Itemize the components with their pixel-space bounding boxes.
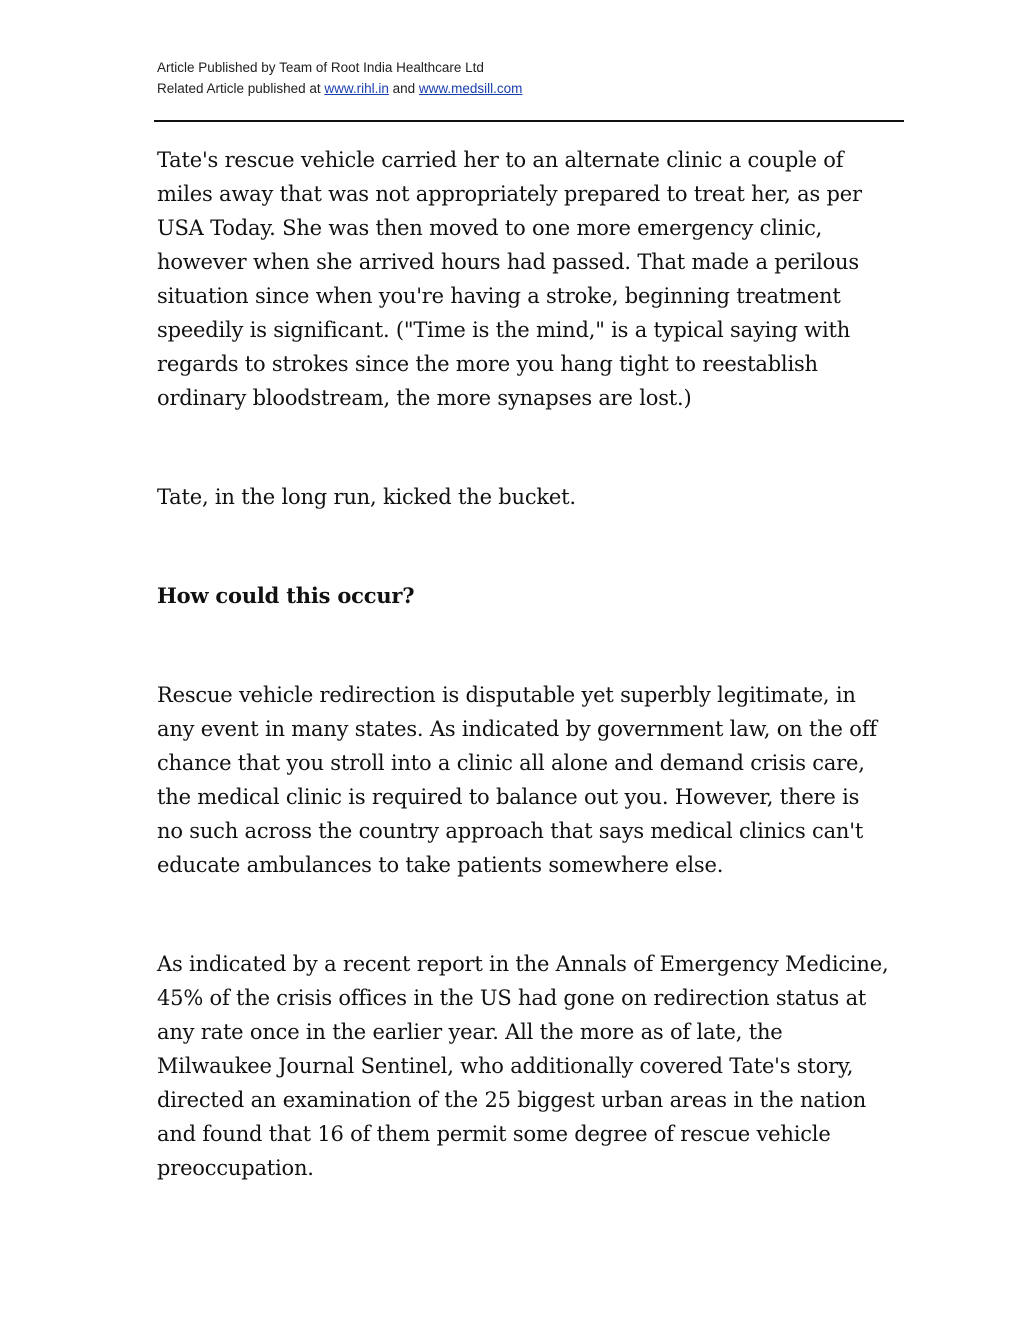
related-article-line xyxy=(157,78,904,99)
related-and: and xyxy=(388,81,419,96)
paragraph-4: As indicated by a recent report in the Annals of Emergency Medicine, 45% of the crisis offices in the US had gone on redirection status at any rate once in the earlier year. All the more as of late, the Milwaukee Journal Sentinel, who additionally covered Tate's story, directed an examination of the 25 biggest urban areas in the nation and found that 16 of them permit some degree of rescue vehicle preoccupation. xyxy=(157,952,889,1180)
paragraph-gap xyxy=(157,882,917,947)
paragraph-gap xyxy=(157,514,917,579)
medsill-link[interactable]: www.medsill.com xyxy=(418,81,523,96)
rihl-link[interactable]: www.rihl.in xyxy=(324,81,389,96)
header-divider xyxy=(154,120,904,122)
related-prefix: Related Article published at xyxy=(157,81,325,96)
publisher-line: Article Published by Team of Root India Healthcare Ltd xyxy=(157,60,484,75)
paragraph-1: Tate's rescue vehicle carried her to an alternate clinic a couple of miles away that was not appropriately prepared to treat her, as per USA Today. She was then moved to one more emergency clinic, however when she arrived hours had passed. That made a perilous situation since when you're having a stroke, beginning treatment speedily is significant. ("Time is the mind," is a typical saying with regards to strokes since the more you hang tight to reestablish ordinary bloodstream, the more synapses are lost.) xyxy=(157,148,862,410)
paragraph-3: Rescue vehicle redirection is disputable yet superbly legitimate, in any event in many states. As indicated by government law, on the off chance that you stroll into a clinic all alone and demand crisis care, the medical clinic is required to balance out you. However, there is no such across the country approach that says medical clinics can't educate ambulances to take patients somewhere else. xyxy=(157,683,877,877)
paragraph-gap xyxy=(157,613,917,678)
page-header xyxy=(157,57,904,99)
paragraph-2: Tate, in the long run, kicked the bucket. xyxy=(157,485,576,509)
paragraph-gap xyxy=(157,415,917,480)
article-body xyxy=(157,143,917,1185)
section-heading: How could this occur? xyxy=(157,583,415,608)
